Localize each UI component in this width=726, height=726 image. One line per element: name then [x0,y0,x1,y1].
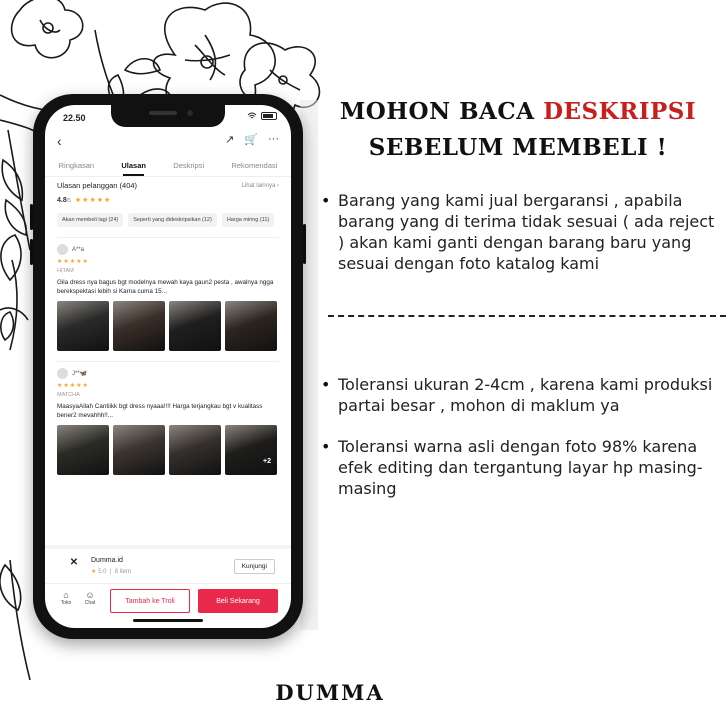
note-item-color-tolerance: • Toleransi warna asli dengan foto 98% karena efek editing dan tergantung layar hp masing-masing [321,436,716,499]
headline [318,94,718,166]
add-to-cart-button[interactable]: Tambah ke Troli [110,589,190,613]
tab-ringkasan[interactable]: Ringkasan [58,161,95,170]
volume-up-button [30,204,33,230]
review-stars: ★★★★★ [57,383,89,389]
review-photo[interactable] [57,425,109,475]
headline-prefix: MOHON BACA [339,98,544,125]
review-photo[interactable] [57,301,109,351]
tab-deskripsi[interactable]: Deskripsi [173,161,205,170]
more-photos-count: +2 [263,458,271,465]
review-item [57,361,279,475]
notes-top [321,190,716,274]
app-header [45,131,291,153]
battery-icon [261,112,277,120]
avatar [57,244,68,255]
buy-now-button[interactable]: Beli Sekarang [198,589,278,613]
rating-value: 4.8 [57,196,67,204]
home-indicator [133,619,203,622]
share-icon[interactable]: ↗ [225,134,235,146]
product-tabs [45,157,291,177]
notes-bottom [321,374,716,499]
review-variant: HITAM [57,268,74,274]
note-item-size-tolerance: • Toleransi ukuran 2-4cm , karena kami produksi partai besar , mohon di maklum ya [321,374,716,416]
chip-as-described[interactable]: Seperti yang dideskripsikan (12) [128,213,217,227]
reviewer-name: A**a [72,246,85,253]
status-time: 22.50 [63,113,86,123]
review-photo[interactable] [169,301,221,351]
reviews-title: Ulasan pelanggan (404) [57,181,138,190]
bottom-action-bar [45,583,291,617]
tab-ulasan[interactable]: Ulasan [121,157,146,176]
store-icon: ⌂ [63,590,69,600]
review-variant: MATCHA [57,392,80,398]
review-stars: ★★★★★ [57,259,89,265]
chat-nav[interactable]: ☺ Chat [81,590,99,606]
review-text: Gila dress nya bagus bgt modelnya mewah kaya gaun2 pesta , awalnya ngga berekspektasi lebih si Karna cuma 15... [57,279,274,295]
avatar [57,368,68,379]
cart-icon[interactable]: 🛒 [244,134,258,146]
volume-down-button [30,239,33,265]
reviewer-name: J**🦋 [72,371,88,377]
wifi-icon [247,112,257,120]
review-item [57,237,279,351]
more-options-icon[interactable]: ··· [268,133,279,145]
dashed-divider [328,315,726,317]
review-photos [57,301,279,351]
chat-icon: ☺ [85,590,95,600]
star-icon: ★ [91,569,97,575]
shop-meta: ★ 5.0 | 8 item [91,569,131,575]
note-item-guarantee: • Barang yang kami jual bergaransi , apabila barang yang di terima tidak sesuai ( ada reject ) akan kami ganti dengan barang baru yang sesuai dengan foto katalog kami [321,190,716,274]
overall-rating: 4.8/5 ★★★★★ [57,196,112,204]
review-photo[interactable] [225,301,277,351]
review-photo[interactable] [225,425,277,475]
reviews-content [57,181,279,475]
headline-line2: SEBELUM MEMBELI ! [368,134,668,161]
shop-nav[interactable]: ⌂ Toko [57,590,75,606]
chip-cheap-price[interactable]: Harga miring (11) [222,213,274,227]
phone-mockup [33,94,303,639]
review-photo[interactable] [113,301,165,351]
see-more-link[interactable]: Lihat lainnya › [241,182,279,189]
brand-logo: DUMMA [275,680,385,705]
back-arrow-icon[interactable]: ‹ [57,133,62,149]
shop-logo: ✕ [69,557,79,568]
review-text: MaasyaAllah Cantiikk bgt dress nyaaa!!!! Harga terjangkau bgt v kualitass bener2 mevahhh!!... [57,403,263,419]
power-button [303,224,306,264]
review-photo[interactable] [113,425,165,475]
review-photo[interactable] [169,425,221,475]
rating-stars: ★★★★★ [74,197,112,204]
chip-buy-again[interactable]: Akan membeli lagi (24) [57,213,123,227]
review-photos [57,425,279,475]
seller-bar [45,545,291,579]
headline-accent: DESKRIPSI [543,98,697,125]
tab-rekomendasi[interactable]: Rekomendasi [231,161,278,170]
shop-name: Dumma.id [91,557,123,564]
visit-shop-button[interactable]: Kunjungi [234,559,275,574]
review-tag-chips [57,213,279,227]
phone-notch [111,105,225,127]
phone-screen [45,105,291,628]
